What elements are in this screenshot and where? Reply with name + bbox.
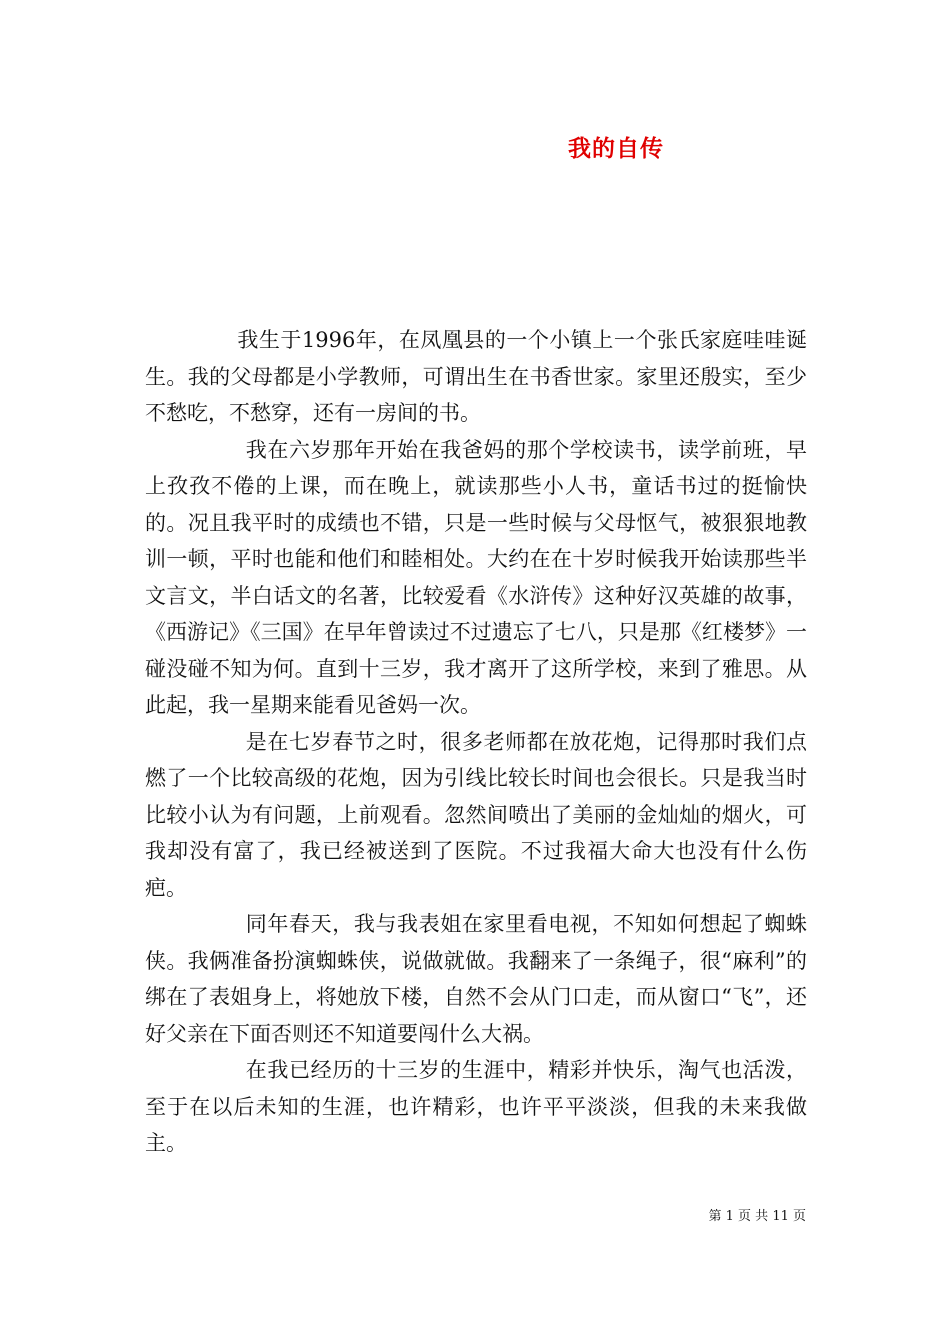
document-title: 我的自传	[568, 135, 664, 162]
paragraph-birth: 我生于1996年，在凤凰县的一个小镇上一个张氏家庭哇哇诞生。我的父母都是小学教师，可谓出生在书香世家。家里还殷实，至少不愁吃，不愁穿，还有一房间的书。	[145, 328, 807, 425]
paragraph-firework: 是在七岁春节之时，很多老师都在放花炮，记得那时我们点燃了一个比较高级的花炮，因为引线比较长时间也会很长。只是我当时比较小认为有问题，上前观看。忽然间喷出了美丽的金灿灿的烟火，可我却没有富了，我已经被送到了医院。不过我福大命大也没有什么伤疤。	[145, 729, 807, 900]
paragraph-school: 我在六岁那年开始在我爸妈的那个学校读书，读学前班，早上孜孜不倦的上课，而在晚上，就读那些小人书，童话书过的挺愉快的。况且我平时的成绩也不错，只是一些时候与父母怄气，被狠狠地教训一顿，平时也能和他们和睦相处。大约在在十岁时候我开始读那些半文言文，半白话文的名著，比较爱看《水浒传》这种好汉英雄的故事，《西游记》《三国》在早年曾读过不过遗忘了七八，只是那《红楼梦》一碰没碰不知为何。直到十三岁，我才离开了这所学校，来到了雅思。从此起，我一星期来能看见爸妈一次。	[145, 437, 807, 717]
paragraph-conclusion: 在我已经历的十三岁的生涯中，精彩并快乐，淘气也活泼，至于在以后未知的生涯，也许精彩，也许平平淡淡，但我的未来我做主。	[145, 1058, 807, 1155]
document-body	[145, 322, 807, 1162]
paragraph-spiderman: 同年春天，我与我表姐在家里看电视，不知如何想起了蜘蛛侠。我俩准备扮演蜘蛛侠，说做就做。我翻来了一条绳子，很“麻利”的绑在了表姐身上，将她放下楼，自然不会从门口走，而从窗口“飞”，还好父亲在下面否则还不知道要闯什么大祸。	[145, 912, 807, 1046]
page-number: 第 1 页 共 11 页	[708, 1209, 806, 1224]
